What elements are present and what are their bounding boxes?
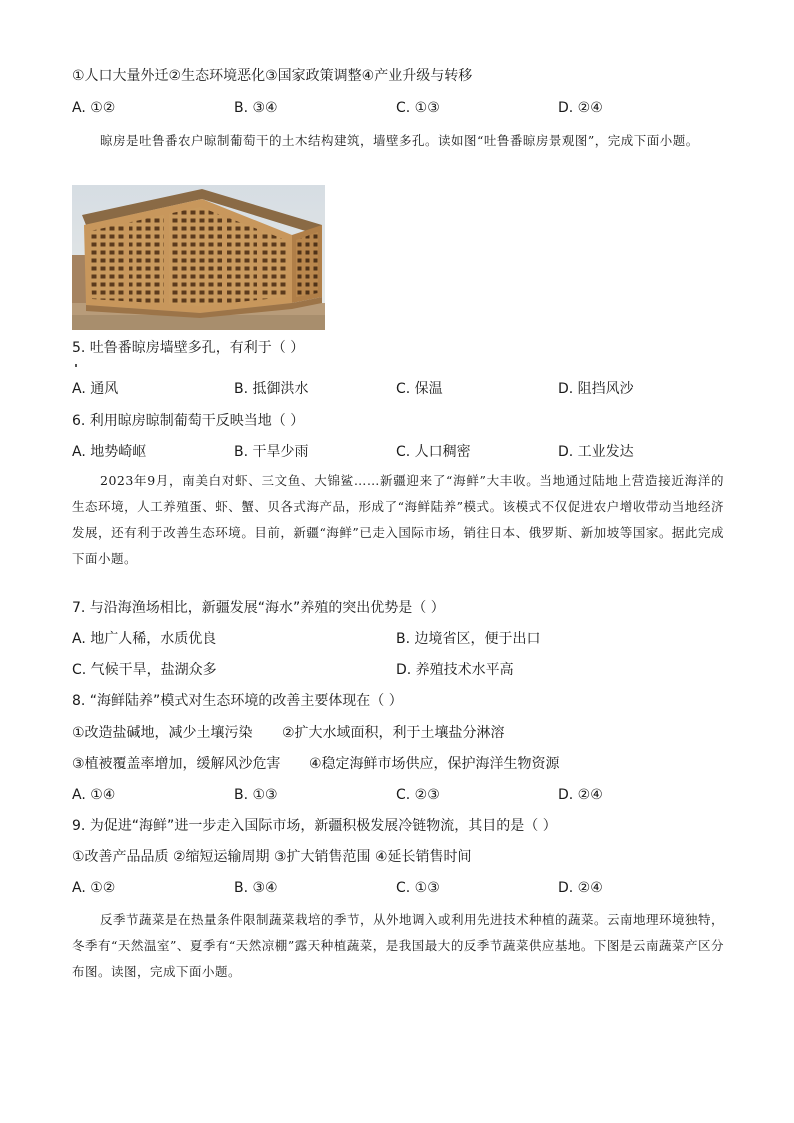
q9-option-c: C. ①③ bbox=[396, 880, 440, 896]
q7-option-b: B. 边境省区，便于出口 bbox=[396, 631, 541, 647]
q6-option-c: C. 人口稠密 bbox=[396, 444, 471, 460]
q8-statement-1: ①改造盐碱地，减少土壤污染 bbox=[72, 725, 253, 741]
q5-stem: 5. 吐鲁番晾房墙壁多孔，有利于（ ） bbox=[72, 340, 305, 356]
statements-line: ①人口大量外迁②生态环境恶化③国家政策调整④产业升级与转移 bbox=[72, 68, 473, 84]
passage-drying-house: 晾房是吐鲁番农户晾制葡萄干的土木结构建筑，墙壁多孔。读如图“吐鲁番晾房景观图”，完成下面小题。 bbox=[100, 133, 699, 148]
q8-stem: 8. “海鲜陆养”模式对生态环境的改善主要体现在（ ） bbox=[72, 693, 403, 709]
q7-option-d: D. 养殖技术水平高 bbox=[396, 662, 514, 678]
q8-option-a: A. ①④ bbox=[72, 787, 116, 803]
q8-statement-4: ④稳定海鲜市场供应，保护海洋生物资源 bbox=[309, 756, 560, 772]
q6-option-a: A. 地势崎岖 bbox=[72, 444, 147, 460]
option-b: B. ③④ bbox=[234, 100, 278, 116]
q8-statement-3: ③植被覆盖率增加，缓解风沙危害 bbox=[72, 756, 281, 772]
q9-option-a: A. ①② bbox=[72, 880, 116, 896]
q6-stem: 6. 利用晾房晾制葡萄干反映当地（ ） bbox=[72, 413, 305, 429]
option-a: A. ①② bbox=[72, 100, 116, 116]
passage-yunnan-vegetables: 反季节蔬菜是在热量条件限制蔬菜栽培的季节，从外地调入或利用先进技术种植的蔬菜。云南地理环境独特，冬季有“天然温室”、夏季有“天然凉棚”露天种植蔬菜，是我国最大的反季节蔬菜供应基地。下图是云南蔬菜产区分布图。读图，完成下面小题。 bbox=[72, 912, 725, 979]
q8-statement-2: ②扩大水域面积，利于土壤盐分淋溶 bbox=[282, 725, 505, 741]
option-d: D. ②④ bbox=[558, 100, 603, 116]
q6-option-b: B. 干旱少雨 bbox=[234, 444, 309, 460]
drying-house-photo bbox=[72, 185, 325, 330]
q8-option-b: B. ①③ bbox=[234, 787, 278, 803]
q7-option-a: A. 地广人稀，水质优良 bbox=[72, 631, 217, 647]
q9-option-d: D. ②④ bbox=[558, 880, 603, 896]
q9-option-b: B. ③④ bbox=[234, 880, 278, 896]
passage-xinjiang-seafood: 2023年9月，南美白对虾、三文鱼、大锦鲨……新疆迎来了“海鲜”大丰收。当地通过陆地上营造接近海洋的生态环境，人工养殖蛋、虾、蟹、贝各式海产品，形成了“海鲜陆养”模式。该模式不仅促进农户增收带动当地经济发展，还有利于改善生态环境。目前，新疆“海鲜”已走入国际市场，销往日本、俄罗斯、新加坡等国家。据此完成下面小题。 bbox=[72, 473, 724, 566]
q5-option-c: C. 保温 bbox=[396, 381, 443, 397]
q8-option-d: D. ②④ bbox=[558, 787, 603, 803]
q5-option-a: A. 通风 bbox=[72, 381, 119, 397]
q8-option-c: C. ②③ bbox=[396, 787, 440, 803]
q5-option-b: B. 抵御洪水 bbox=[234, 381, 309, 397]
option-c: C. ①③ bbox=[396, 100, 440, 116]
stray-mark bbox=[75, 364, 77, 367]
q7-stem: 7. 与沿海渔场相比，新疆发展“海水”养殖的突出优势是（ ） bbox=[72, 600, 445, 616]
q7-option-c: C. 气候干旱，盐湖众多 bbox=[72, 662, 217, 678]
q5-option-d: D. 阻挡风沙 bbox=[558, 381, 634, 397]
q9-stem: 9. 为促进“海鲜”进一步走入国际市场，新疆积极发展冷链物流，其目的是（ ） bbox=[72, 818, 557, 834]
q9-statements: ①改善产品品质 ②缩短运输周期 ③扩大销售范围 ④延长销售时间 bbox=[72, 849, 472, 865]
q6-option-d: D. 工业发达 bbox=[558, 444, 634, 460]
